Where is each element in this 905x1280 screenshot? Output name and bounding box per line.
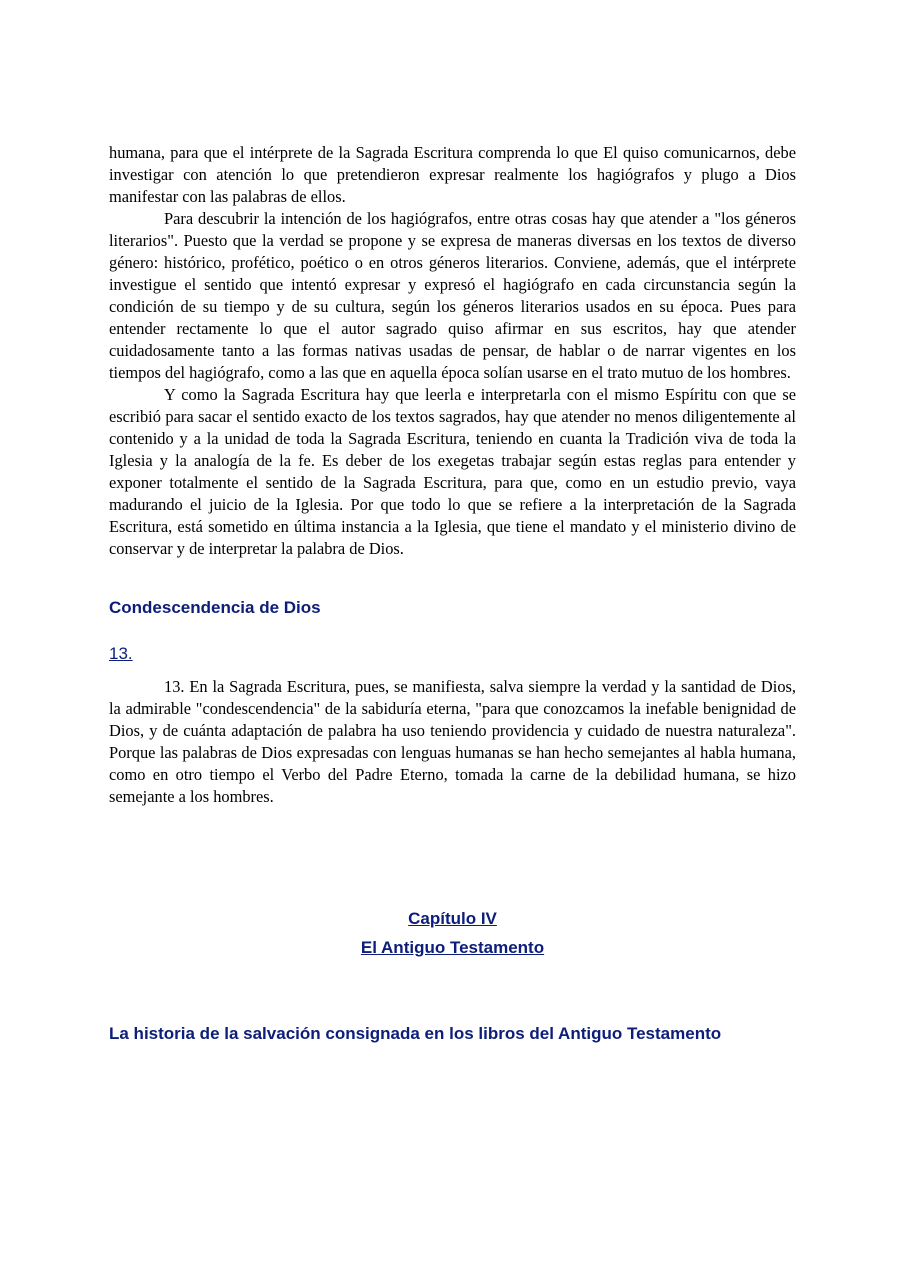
paragraph-unity-of-scripture: Y como la Sagrada Escritura hay que leerla e interpretarla con el mismo Espíritu con que se escribió para sacar el sentido exacto de los textos sagrados, hay que atender no menos diligentemente al contenido y a la unidad de toda la Sagrada Escritura, teniendo en cuanta la Tradición viva de toda la Iglesia y la analogía de la fe. Es deber de los exegetas trabajar según estas reglas para entender y exponer totalmente el sentido de la Sagrada Escritura, para que, como en un estudio previo, vaya madurando el juicio de la Iglesia. Por que todo lo que se refiere a la interpretación de la Sagrada Escritura, está sometido en última instancia a la Iglesia, que tiene el mandato y el ministerio divino de conservar y de interpretar la palabra de Dios.: [109, 385, 796, 558]
paragraph-condescendencia: 13. En la Sagrada Escritura, pues, se manifiesta, salva siempre la verdad y la santidad de Dios, la admirable "condescendencia" de la sabiduría eterna, "para que conozcamos la inefable benignidad de Dios, y de cuánta adaptación de palabra ha uso teniendo providencia y cuidado de nuestra naturaleza". Porque las palabras de Dios expresadas con lenguas humanas se han hecho semejantes al habla humana, como en otro tiempo el Verbo del Padre Eterno, tomada la carne de la debilidad humana, se hizo semejante a los hombres.: [109, 677, 796, 806]
chapter-title-block: [109, 904, 796, 962]
paragraph-literary-genres: Para descubrir la intención de los hagiógrafos, entre otras cosas hay que atender a "los géneros literarios". Puesto que la verdad se propone y se expresa de maneras diversas en los textos de diverso género: histórico, profético, poético o en otros géneros literarios. Conviene, además, que el intérprete investigue el sentido que intentó expresar y expresó el hagiógrafo en cada circunstancia según la condición de su tiempo y de su cultura, según los géneros literarios usados en su época. Pues para entender rectamente lo que el autor sagrado quiso afirmar en sus escritos, hay que atender cuidadosamente tanto a las formas nativas usadas de pensar, de hablar o de narrar vigentes en los tiempos del hagiógrafo, como a las que en aquella época solían usarse en el trato mutuo de los hombres.: [109, 209, 796, 382]
document-page: [109, 142, 796, 1044]
section-heading-condescendencia: Condescendencia de Dios: [109, 598, 321, 617]
chapter-subtitle-link[interactable]: El Antiguo Testamento: [360, 938, 545, 957]
paragraph-number-link[interactable]: 13.: [109, 644, 133, 663]
chapter-title-link[interactable]: Capítulo IV: [408, 909, 497, 928]
section-heading-historia-salvacion: La historia de la salvación consignada en los libros del Antiguo Testamento: [109, 1024, 722, 1043]
paragraph-interpretation-intro: humana, para que el intérprete de la Sagrada Escritura comprenda lo que El quiso comunicarnos, debe investigar con atención lo que pretendieron expresar realmente los hagiógrafos y plugo a Dios manifestar con las palabras de ellos.: [109, 143, 796, 206]
